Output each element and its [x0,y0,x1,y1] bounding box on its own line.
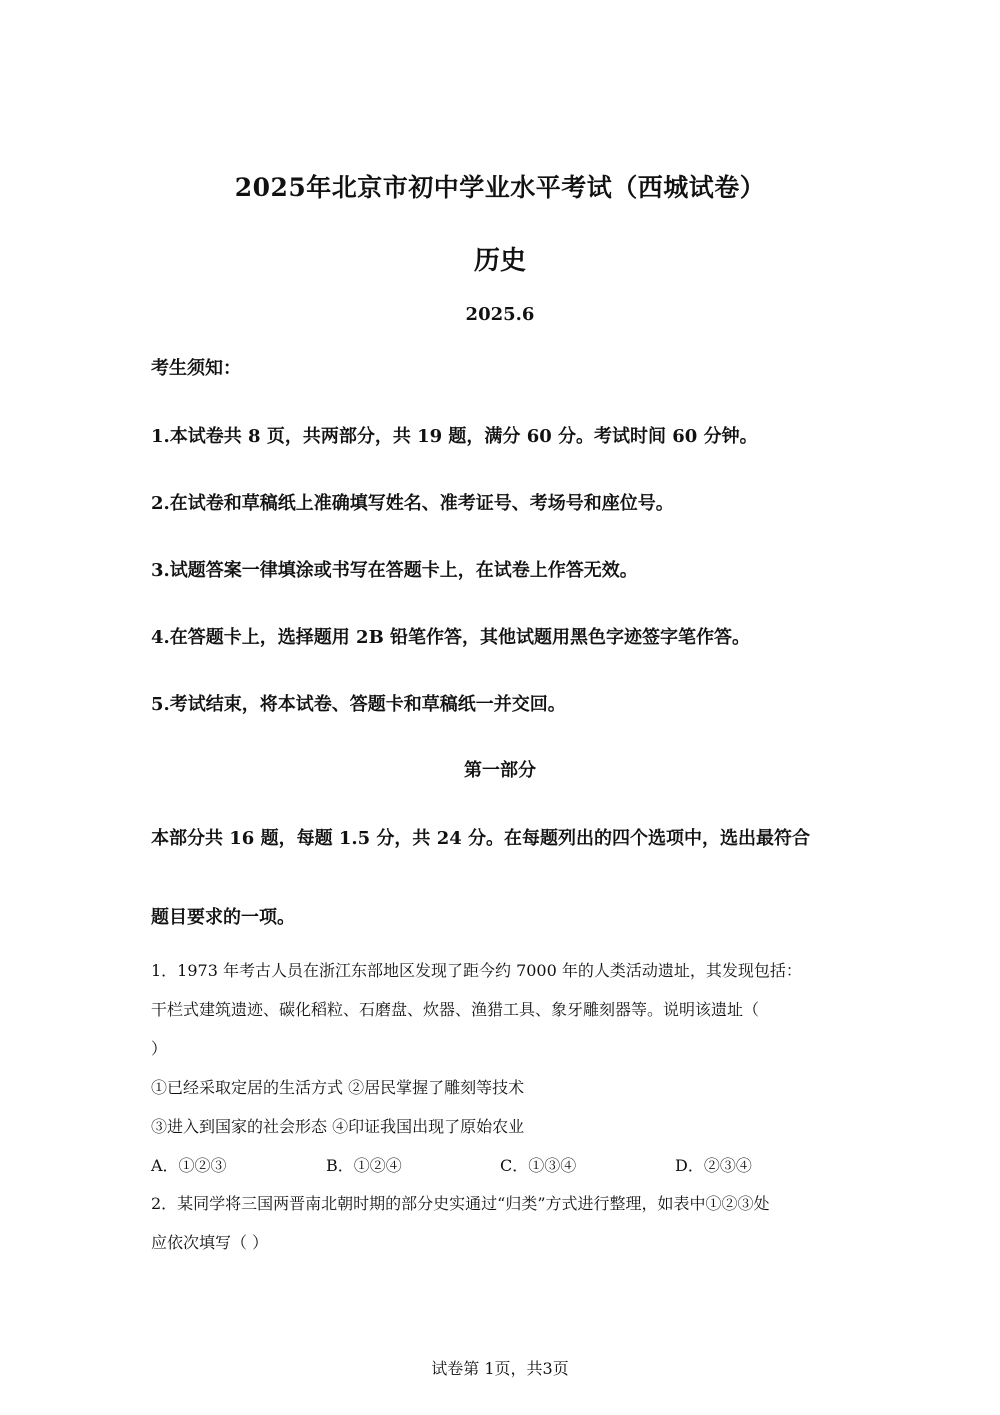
exam-date: 2025.6 [465,304,535,325]
part-one-description-cont: 题目要求的一项。 [151,907,295,928]
part-one-description: 本部分共 16 题，每题 1.5 分，共 24 分。在每题列出的四个选项中，选出最符合 [151,828,811,849]
question-2-stem: 2．某同学将三国两晋南北朝时期的部分史实通过“归类”方式进行整理，如表中①②③处 [151,1194,770,1213]
question-1-statements: ①已经采取定居的生活方式 ②居民掌握了雕刻等技术 [151,1078,525,1097]
question-2-stem-cont: 应依次填写（ ） [151,1233,269,1252]
notice-item: 2.在试卷和草稿纸上准确填写姓名、准考证号、考场号和座位号。 [151,493,674,514]
question-1-option-b: B．①②④ [326,1156,402,1175]
page-footer: 试卷第 1页，共3页 [431,1359,569,1378]
exam-title: 2025年北京市初中学业水平考试（西城试卷） [234,173,766,202]
question-1-stem-cont: 干栏式建筑遗迹、碳化稻粒、石磨盘、炊器、渔猎工具、象牙雕刻器等。说明该遗址（ [151,1000,760,1019]
notice-item: 3.试题答案一律填涂或书写在答题卡上，在试卷上作答无效。 [151,560,638,581]
question-1-option-d: D．②③④ [675,1156,752,1175]
question-1-option-c: C．①③④ [500,1156,577,1175]
subject-title: 历史 [473,246,526,276]
notice-heading: 考生须知： [151,358,241,379]
question-1-statements: ③进入到国家的社会形态 ④印证我国出现了原始农业 [151,1117,525,1136]
notice-item: 1.本试卷共 8 页，共两部分，共 19 题，满分 60 分。考试时间 60 分钟。 [151,426,758,447]
question-1-stem: 1．1973 年考古人员在浙江东部地区发现了距今约 7000 年的人类活动遗址，其发现包括： [151,961,802,980]
notice-item: 4.在答题卡上，选择题用 2B 铅笔作答，其他试题用黑色字迹签字笔作答。 [151,627,751,648]
part-one-title: 第一部分 [464,760,536,781]
question-1-paren: ） [151,1039,168,1058]
notice-item: 5.考试结束，将本试卷、答题卡和草稿纸一并交回。 [151,694,566,715]
question-1-option-a: A．①②③ [151,1156,227,1175]
